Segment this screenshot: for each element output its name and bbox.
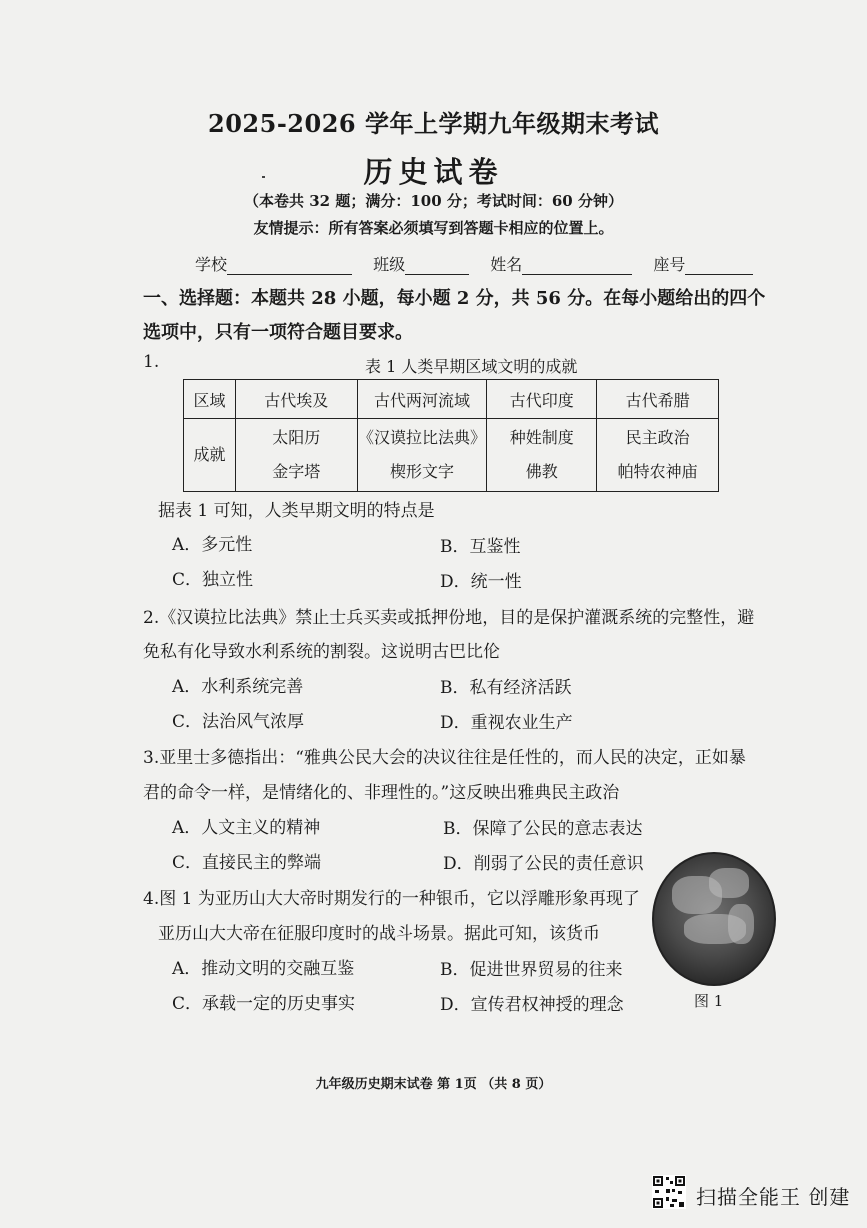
exam-info: （本卷共 32 题；满分：100 分；考试时间：60 分钟）: [244, 192, 623, 210]
q3-option-b[interactable]: B．保障了公民的意志表达: [443, 819, 643, 839]
q3-option-c[interactable]: C．直接民主的弊端: [172, 853, 322, 873]
table-row: [184, 380, 719, 419]
table-header-cell: 古代印度: [487, 380, 597, 419]
achievement-table: [183, 379, 719, 492]
name-label: 姓名: [490, 255, 523, 274]
q2-option-a[interactable]: A．水利系统完善: [172, 677, 304, 697]
q1-option-a[interactable]: A．多元性: [172, 535, 253, 555]
q2-option-c[interactable]: C．法治风气浓厚: [172, 712, 305, 732]
qr-code-icon: [652, 1175, 686, 1209]
seat-blank[interactable]: [685, 256, 753, 275]
q4-option-d[interactable]: D．宣传君权神授的理念: [440, 995, 624, 1015]
figure-caption: 图 1: [694, 992, 724, 1010]
q2-option-b[interactable]: B．私有经济活跃: [440, 678, 572, 698]
table-row-label: 成就: [184, 419, 236, 492]
q2-option-d[interactable]: D．重视农业生产: [440, 713, 573, 733]
table-header-cell: 区域: [184, 380, 236, 419]
name-blank[interactable]: [522, 256, 632, 275]
q3-stem-line2: 君的命令一样，是情绪化的、非理性的。”这反映出雅典民主政治: [143, 783, 620, 803]
q1-option-d[interactable]: D．统一性: [440, 572, 522, 592]
q4-stem-line1: 4.图 1 为亚历山大大帝时期发行的一种银币，它以浮雕形象再现了: [143, 889, 640, 909]
q4-stem-line2: 亚历山大大帝在征服印度时的战斗场景。据此可知，该货币: [158, 924, 600, 944]
q1-option-b[interactable]: B．互鉴性: [440, 537, 521, 557]
table-header-cell: 古代希腊: [597, 380, 719, 419]
table-cell: 《汉谟拉比法典》 楔形文字: [357, 419, 487, 492]
q1-stem: 据表 1 可知，人类早期文明的特点是: [158, 501, 435, 521]
table-row: [184, 419, 719, 492]
page-footer: 九年级历史期末试卷 第 1页 （共 8 页）: [315, 1077, 552, 1092]
q3-option-a[interactable]: A．人文主义的精神: [172, 818, 321, 838]
q4-option-a[interactable]: A．推动文明的交融互鉴: [172, 959, 355, 979]
table-header-cell: 古代埃及: [235, 380, 357, 419]
q3-stem-line1: 3.亚里士多德指出：“雅典公民大会的决议往往是任性的，而人民的决定，正如暴: [143, 748, 746, 768]
q2-stem-line2: 免私有化导致水利系统的割裂。这说明古巴比伦: [143, 642, 500, 662]
section-heading: 一、选择题：本题共 28 小题，每小题 2 分，共 56 分。在每小题给出的四个选项中，只有一项符合题目要求。: [143, 288, 766, 343]
seat-label: 座号: [653, 255, 686, 274]
exam-title: 2025-2026 学年上学期九年级期末考试: [208, 109, 659, 138]
coin-image: [652, 852, 776, 986]
class-label: 班级: [373, 255, 406, 274]
table-header-cell: 古代两河流域: [357, 380, 487, 419]
school-label: 学校: [195, 255, 228, 274]
school-blank[interactable]: [227, 256, 352, 275]
student-info-row: [195, 252, 753, 275]
q1-number: 1.: [143, 352, 160, 372]
table-cell: 种姓制度 佛教: [487, 419, 597, 492]
table-caption: 表 1 人类早期区域文明的成就: [365, 357, 578, 376]
q4-option-c[interactable]: C．承载一定的历史事实: [172, 994, 356, 1014]
q2-stem-line1: 2.《汉谟拉比法典》禁止士兵买卖或抵押份地，目的是保护灌溉系统的完整性，避: [143, 608, 755, 628]
table-cell: 太阳历 金字塔: [235, 419, 357, 492]
scanner-watermark: 扫描全能王 创建: [696, 1185, 851, 1209]
q3-option-d[interactable]: D．削弱了公民的责任意识: [443, 854, 644, 874]
class-blank[interactable]: [405, 256, 469, 275]
q1-option-c[interactable]: C．独立性: [172, 570, 254, 590]
exam-tip: 友情提示：所有答案必须填写到答题卡相应的位置上。: [253, 219, 614, 237]
q4-option-b[interactable]: B．促进世界贸易的往来: [440, 960, 623, 980]
exam-subtitle: 历史试卷: [363, 155, 504, 189]
table-cell: 民主政治 帕特农神庙: [597, 419, 719, 492]
